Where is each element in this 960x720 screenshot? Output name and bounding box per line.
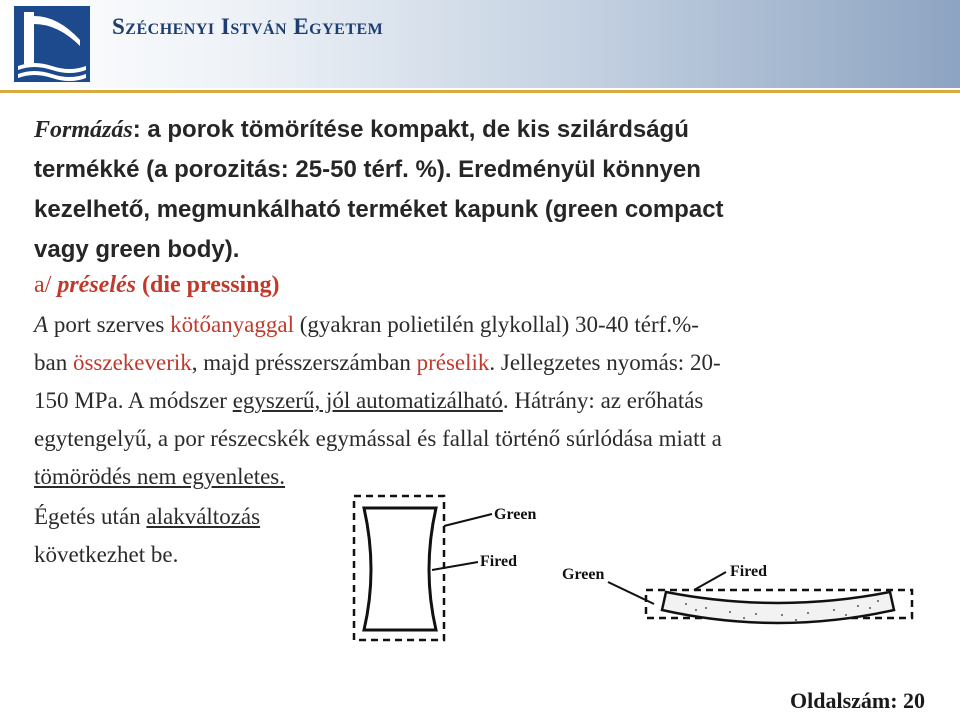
text-line-6 xyxy=(34,312,699,338)
label-fired-right: Fired xyxy=(730,563,768,580)
page-number: Oldalszám: 20 xyxy=(790,688,926,713)
text-line-4: vagy green body). xyxy=(34,236,240,263)
line-8-b: . Hátrány: az erőhatás xyxy=(502,388,704,413)
term-osszekeverik: összekeverik xyxy=(72,350,192,375)
line-7-c: . Jellegzetes nyomás: 20- xyxy=(489,350,721,375)
leader-fired-right xyxy=(694,572,726,590)
term-formazas: Formázás xyxy=(34,117,133,143)
text-line-3: kezelhető, megmunkálható terméket kapunk (green compact xyxy=(34,196,724,223)
leader-fired-left xyxy=(432,562,478,570)
university-name: Széchenyi István Egyetem xyxy=(112,14,384,39)
line-1-text: : a porok tömörítése kompakt, de kis szilárdságú xyxy=(132,116,689,143)
term-kotoanyaggal: kötőanyaggal xyxy=(170,312,294,337)
text-line-8 xyxy=(34,388,703,414)
slide-header xyxy=(0,0,960,100)
label-green-top: Green xyxy=(494,506,537,523)
line-6-a: A xyxy=(34,312,49,337)
fired-part-outline xyxy=(364,508,436,630)
text-line-12: következhet be. xyxy=(34,542,179,567)
deformation-figure xyxy=(346,486,936,646)
header-divider xyxy=(0,90,960,93)
text-line-10: tömörödés nem egyenletes. xyxy=(34,464,286,489)
line-6-b: port szerves xyxy=(48,312,171,337)
line-11-underlined: alakváltozás xyxy=(146,504,261,529)
text-line-7 xyxy=(34,350,721,376)
line-6-c: (gyakran polietilén glykollal) 30-40 térf.%- xyxy=(293,312,699,337)
line-7-b: , majd présszerszámban xyxy=(191,350,417,375)
leader-green-top xyxy=(444,514,492,526)
line-7-a: ban xyxy=(34,350,73,375)
text-line-2: termékké (a porozitás: 25-50 térf. %). Eredményül könnyen xyxy=(34,156,701,183)
line-8-a: 150 MPa. A módszer xyxy=(34,388,233,413)
label-green-bottom: Green xyxy=(562,566,605,583)
term-preseles: préselés xyxy=(57,272,136,298)
line-5-prefix: a/ xyxy=(34,272,58,298)
line-8-underlined: egyszerű, jól automatizálható xyxy=(232,388,503,413)
line-11-a: Égetés után xyxy=(34,504,147,529)
term-preselik: préselik xyxy=(416,350,490,375)
university-logo-icon xyxy=(14,6,90,82)
line-5-text: (die pressing) xyxy=(135,272,280,298)
text-line-1 xyxy=(34,116,689,144)
text-line-5 xyxy=(34,272,280,299)
label-fired-left: Fired xyxy=(480,553,518,570)
text-line-11 xyxy=(34,504,260,530)
text-line-9: egytengelyű, a por részecskék egymással és fallal történő súrlódása miatt a xyxy=(34,426,722,451)
